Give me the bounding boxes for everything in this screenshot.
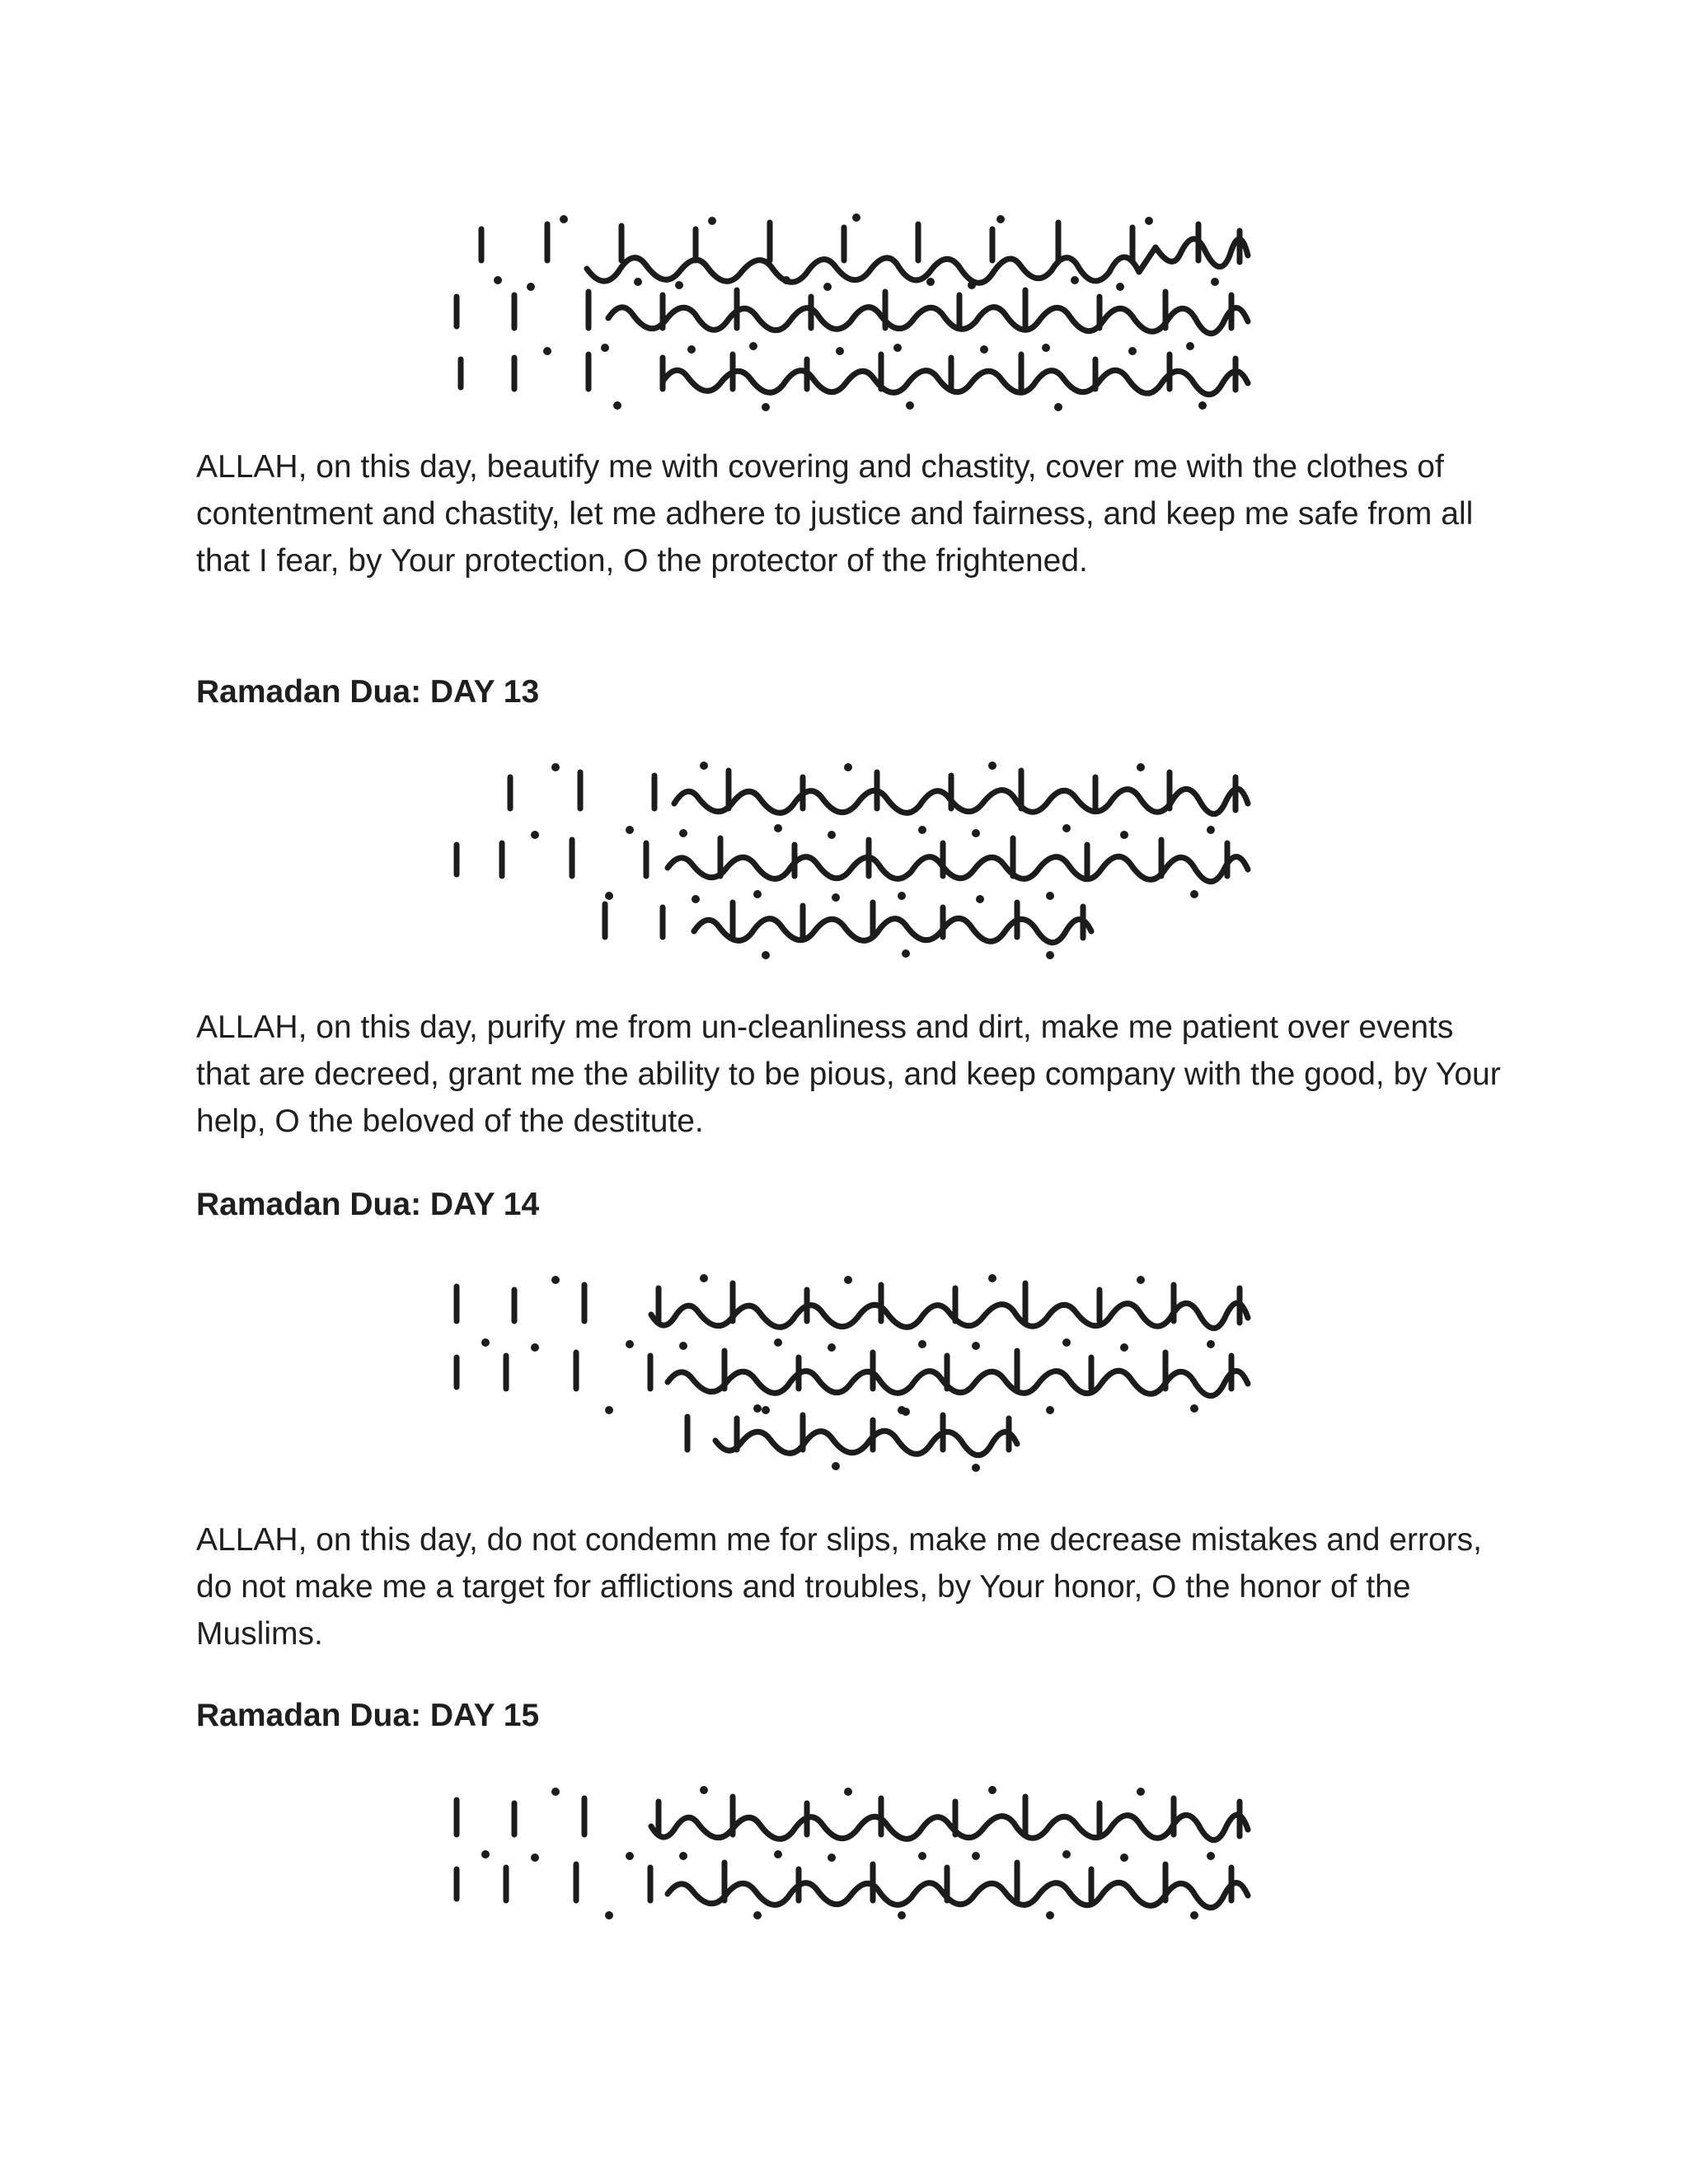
dua-day-13-arabic-image — [0, 754, 1688, 960]
arabic-calligraphy-image — [424, 754, 1264, 960]
dua-day-14-arabic-image — [0, 1267, 1688, 1473]
dua-day-15-heading: Ramadan Dua: DAY 15 — [196, 1698, 540, 1733]
arabic-calligraphy-image — [424, 206, 1264, 412]
dua-day-14-heading: Ramadan Dua: DAY 14 — [196, 1187, 540, 1222]
dua-day-13-heading: Ramadan Dua: DAY 13 — [196, 674, 540, 710]
dua-day-13-translation: ALLAH, on this day, purify me from un-cleanliness and dirt, make me patient over events that are decreed, grant me the ability to be pious, and keep company with the good, by Your help, O the beloved of the destitute. — [196, 1010, 1501, 1139]
dua-day-15-arabic-image — [0, 1780, 1688, 1920]
dua-day-12-translation: ALLAH, on this day, beautify me with covering and chastity, cover me with the clothes of contentment and chastity, let me adhere to justice and fairness, and keep me safe from all that I fear, by Your protection, O the protector of the frightened. — [196, 449, 1474, 579]
arabic-calligraphy-image — [424, 1780, 1264, 1920]
dua-day-12-arabic-image — [0, 206, 1688, 412]
dua-day-14-translation: ALLAH, on this day, do not condemn me for slips, make me decrease mistakes and errors, do not make me a target for afflictions and troubles, by Your honor, O the honor of the Muslims. — [196, 1522, 1482, 1652]
arabic-calligraphy-image — [424, 1267, 1264, 1473]
